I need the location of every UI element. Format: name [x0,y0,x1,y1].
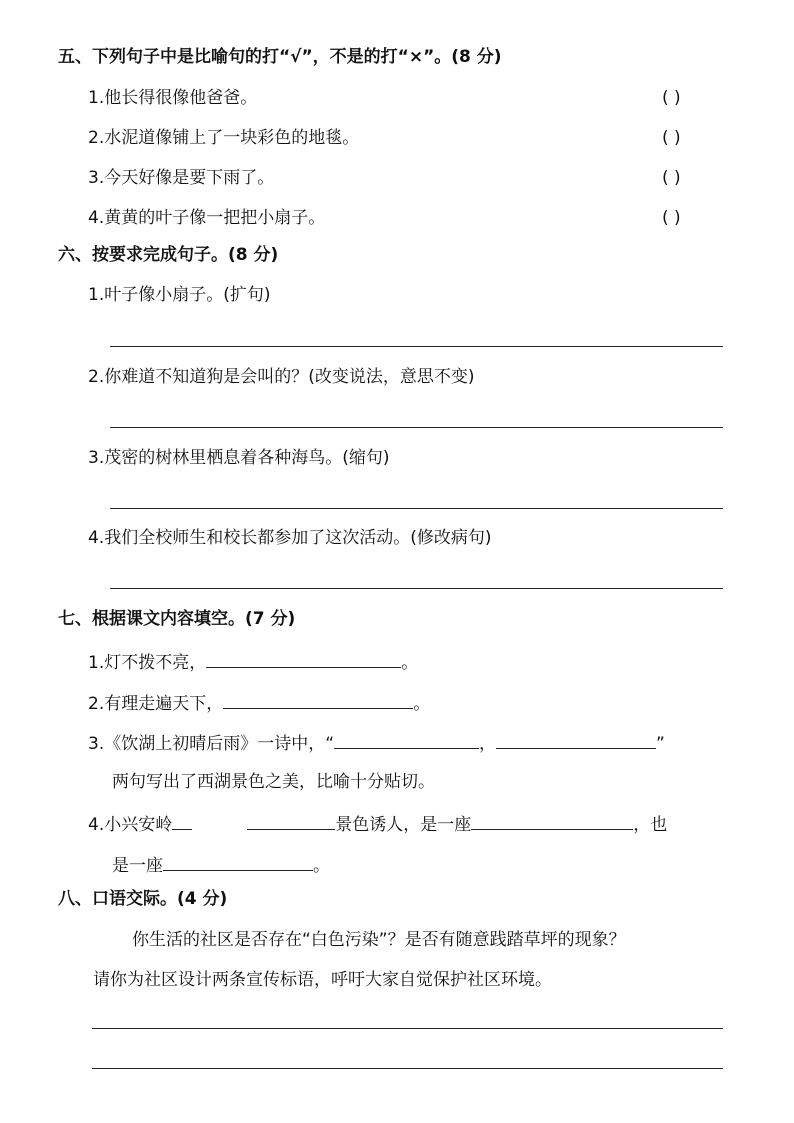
section-7-title: 七、根据课文内容填空。(7 分) [58,609,296,629]
sec8-paragraph-2: 请你为社区设计两条宣传标语，呼吁大家自觉保护社区环境。 [93,970,552,990]
sec7-q2 [88,690,430,715]
sec5-item-1: 1.他长得很像他爸爸。 [88,88,258,108]
sec6-item-1: 1.叶子像小扇子。(扩句) [88,285,271,305]
sec8-answer-line-2[interactable] [92,1068,723,1069]
sec7-q3-text: 3.《饮湖上初晴后雨》一诗中，“ [88,734,335,754]
sec6-answer-line-2[interactable] [110,427,723,428]
section-5-title: 五、下列句子中是比喻句的打“√”，不是的打“×”。(8 分) [58,47,502,67]
sec5-answer-paren-4[interactable]: ( ) [662,208,681,228]
sec8-answer-line-1[interactable] [92,1028,723,1029]
sec6-item-3: 3.茂密的树林里栖息着各种海鸟。(缩句) [88,448,390,468]
sec5-answer-paren-1[interactable]: ( ) [662,88,681,108]
sec7-q4-blank-2[interactable] [471,811,633,830]
sec8-paragraph-1: 你生活的社区是否存在“白色污染”？是否有随意践踏草坪的现象？ [132,930,626,950]
sec7-q4-text: 4.小兴安岭 [88,815,173,835]
sec7-q4-blank-3[interactable] [163,852,313,871]
sec7-q3 [88,730,665,755]
sec6-item-4: 4.我们全校师生和校长都参加了这次活动。(修改病句) [88,528,492,548]
sec7-q3-line2: 两句写出了西湖景色之美，比喻十分贴切。 [112,772,435,792]
sec7-q4-blank-1b[interactable] [247,811,335,830]
sec7-q3-comma: ， [479,734,497,754]
sec7-q2-text: 2.有理走遍天下， [88,694,224,714]
section-8-title: 八、口语交际。(4 分) [58,889,228,909]
sec7-q4-line2 [112,852,330,877]
sec6-answer-line-4[interactable] [110,588,723,589]
sec7-q4-mid: 景色诱人，是一座 [335,815,472,835]
sec7-q2-blank[interactable] [223,690,413,709]
sec6-answer-line-3[interactable] [110,508,723,509]
sec5-item-4: 4.黄黄的叶子像一把把小扇子。 [88,208,326,228]
sec7-q3-end: ” [656,734,665,754]
sec7-q2-end: 。 [413,694,431,714]
sec7-q1-text: 1.灯不拨不亮， [88,653,207,673]
sec7-q4-end: ，也 [633,815,668,835]
section-6-title: 六、按要求完成句子。(8 分) [58,245,279,265]
sec7-q4-line2-end: 。 [313,856,330,876]
sec5-answer-paren-2[interactable]: ( ) [662,128,681,148]
sec7-q1 [88,649,418,674]
sec6-answer-line-1[interactable] [110,346,723,347]
sec7-q4-line2-text: 是一座 [112,856,163,876]
sec5-item-2: 2.水泥道像铺上了一块彩色的地毯。 [88,128,360,148]
sec7-q1-blank[interactable] [206,649,401,668]
sec5-item-3: 3.今天好像是要下雨了。 [88,168,275,188]
sec5-answer-paren-3[interactable]: ( ) [662,168,681,188]
sec7-q3-blank-1[interactable] [334,730,479,749]
sec6-item-2: 2.你难道不知道狗是会叫的？(改变说法，意思不变) [88,367,475,387]
sec7-q4-blank-1a[interactable] [172,811,192,830]
sec7-q1-end: 。 [401,653,419,673]
sec7-q4 [88,811,667,836]
sec7-q3-blank-2[interactable] [496,730,656,749]
